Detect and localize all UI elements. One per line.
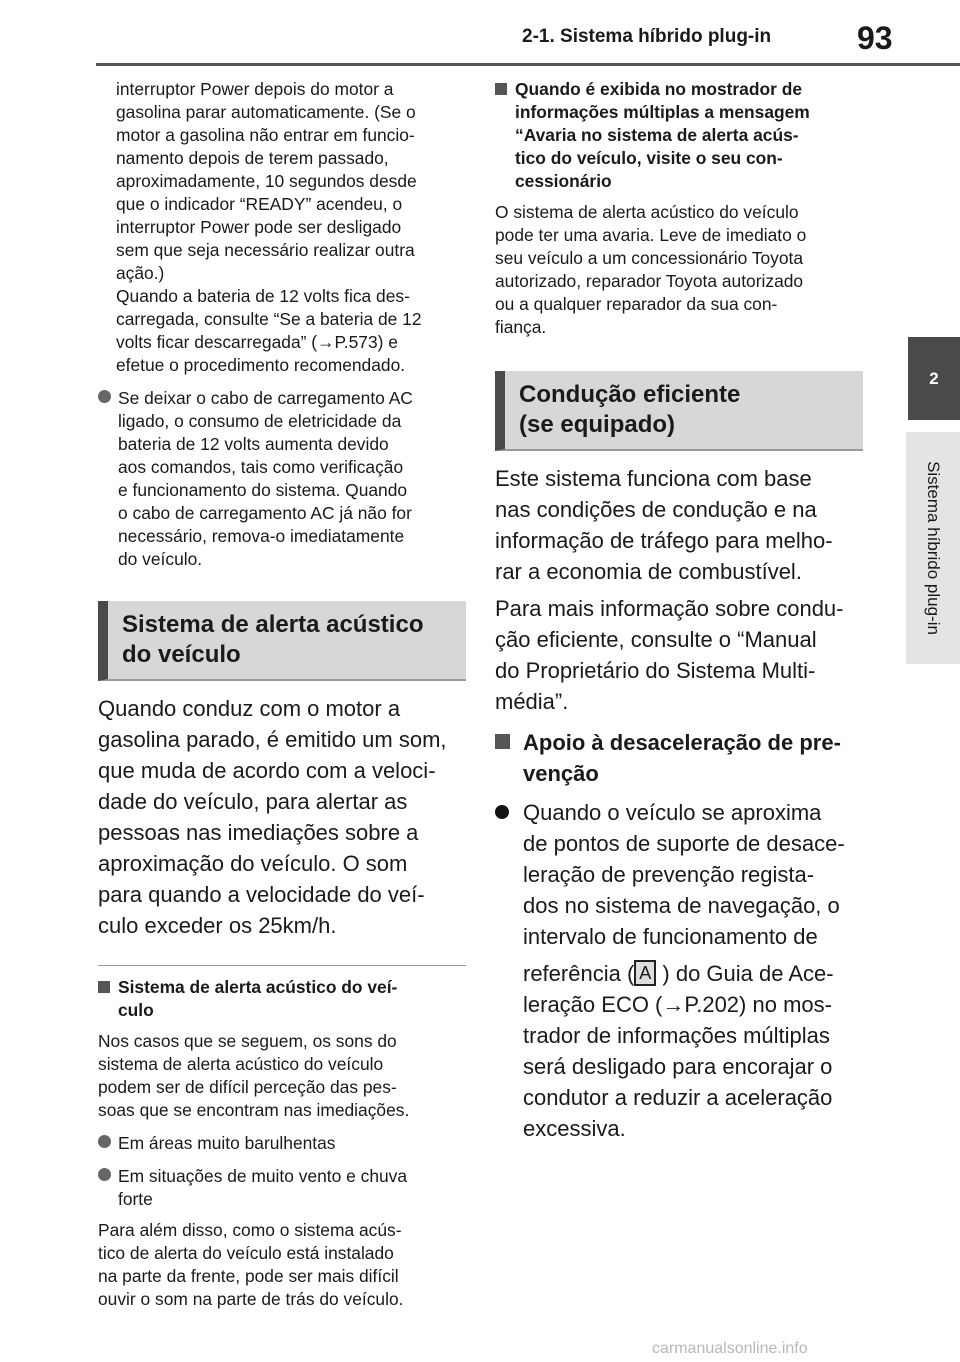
text-line: condutor a reduzir a aceleração	[523, 1085, 833, 1110]
text-line: na parte da frente, pode ser mais difícil	[98, 1266, 399, 1286]
text-line: Se deixar o cabo de carregamento AC	[118, 388, 413, 408]
text-line: aproximadamente, 10 segundos desde	[116, 171, 417, 191]
text-line-with-label: referência ( A ) do Guia de Ace-	[523, 961, 834, 986]
bullet-item	[98, 1132, 466, 1155]
text-line: aproximação do veículo. O som	[98, 851, 408, 876]
text-line: ção eficiente, consulte o “Manual	[495, 627, 817, 652]
text-line: podem ser de difícil perceção das pes-	[98, 1077, 397, 1097]
text-line-with-reference: leração ECO (→P.202) no mos-	[523, 992, 832, 1017]
page-number: 93	[857, 20, 893, 56]
bullet-item	[98, 387, 466, 571]
text-line: Quando é exibida no mostrador de	[515, 79, 802, 99]
bullet-item	[98, 1165, 466, 1211]
text-line: Em situações de muito vento e chuva	[118, 1166, 408, 1186]
running-header-title: 2-1. Sistema híbrido plug-in	[522, 26, 772, 47]
text-line: ligado, o consumo de eletricidade da	[118, 411, 402, 431]
text-line: venção	[523, 761, 599, 786]
bullet-dot-icon	[98, 1135, 111, 1148]
text-line: gasolina parado, é emitido um som,	[98, 727, 447, 752]
text-line: leração de prevenção regista-	[523, 862, 815, 887]
right-column	[495, 78, 863, 1144]
square-marker-icon	[495, 734, 510, 749]
text-line: pode ter uma avaria. Leve de imediato o	[495, 225, 807, 245]
text-line: informações múltiplas a mensagem	[515, 102, 810, 122]
text-line: trador de informações múltiplas	[523, 1023, 830, 1048]
final-paragraph	[98, 1219, 466, 1311]
text-line: culo exceder os 25km/h.	[98, 913, 337, 938]
text-line: bateria de 12 volts aumenta devido	[118, 434, 389, 454]
text-line: sistema de alerta acústico do veículo	[98, 1054, 384, 1074]
header-rule	[96, 63, 960, 66]
text-line: nas condições de condução e na	[495, 497, 817, 522]
text-line: Apoio à desaceleração de pre-	[523, 730, 841, 755]
text-line: tico de alerta do veículo está instalado	[98, 1243, 394, 1263]
text-line: O sistema de alerta acústico do veículo	[495, 202, 799, 222]
text-line: cessionário	[515, 171, 612, 191]
text-line: forte	[118, 1189, 153, 1209]
text-line: seu veículo a um concessionário Toyota	[495, 248, 804, 268]
subheading-acoustic-alert	[98, 976, 466, 1022]
text-line: ouvir o som na parte de trás do veículo.	[98, 1289, 404, 1309]
text-line: do Proprietário do Sistema Multi-	[495, 658, 816, 683]
section-body	[495, 463, 863, 587]
text-line: interruptor Power pode ser desligado	[116, 217, 402, 237]
text-line: que o indicador “READY” acendeu, o	[116, 194, 403, 214]
text-line: Para mais informação sobre condu-	[495, 596, 844, 621]
text-line: namento depois de terem passado,	[116, 148, 389, 168]
square-marker-icon	[495, 83, 507, 95]
callout-label-a: A	[634, 960, 656, 986]
text-line: Nos casos que se seguem, os sons do	[98, 1031, 397, 1051]
text-line: carregada, consulte “Se a bateria de 12	[116, 309, 422, 329]
text-line: ou a qualquer reparador da sua con-	[495, 294, 778, 314]
section-heading-acoustic-alert	[98, 601, 466, 681]
heading-line: do veículo	[122, 641, 241, 668]
text-line: e funcionamento do sistema. Quando	[118, 480, 408, 500]
text-line: “Avaria no sistema de alerta acús-	[515, 125, 799, 145]
text-line: soas que se encontram nas imediações.	[98, 1100, 410, 1120]
text-line: interruptor Power depois do motor a	[116, 79, 394, 99]
text-line: Quando a bateria de 12 volts fica des-	[116, 286, 410, 306]
text-line: informação de tráfego para melho-	[495, 528, 833, 553]
page-ref-arrow-icon: →	[317, 332, 335, 352]
text-line: rar a economia de combustível.	[495, 559, 802, 584]
section-body	[98, 693, 466, 941]
text-line: Este sistema funciona com base	[495, 466, 812, 491]
text-line: culo	[118, 1000, 154, 1020]
text-line-with-reference: volts ficar descarregada” (→P.573) e	[116, 332, 398, 352]
left-column	[98, 78, 466, 1311]
text-line: gasolina parar automaticamente. (Se o	[116, 102, 416, 122]
divider	[98, 965, 466, 966]
sub-paragraph	[495, 201, 863, 339]
text-line: fiança.	[495, 317, 547, 337]
text-line: que muda de acordo com a veloci-	[98, 758, 436, 783]
text-line: de pontos de suporte de desace-	[523, 831, 845, 856]
square-marker-icon	[98, 981, 110, 993]
heading-line: Sistema de alerta acústico	[122, 611, 424, 638]
subheading-malfunction-message	[495, 78, 863, 193]
watermark-text: carmanualsonline.info	[652, 1340, 808, 1357]
text-line: dade do veículo, para alertar as	[98, 789, 408, 814]
sub-paragraph	[98, 1030, 466, 1122]
text-line: necessário, remova-o imediatamente	[118, 526, 405, 546]
text-line: pessoas nas imediações sobre a	[98, 820, 419, 845]
text-line: Sistema de alerta acústico do veí-	[118, 977, 398, 997]
text-line: efetue o procedimento recomendado.	[116, 355, 406, 375]
text-line: Quando o veículo se aproxima	[523, 800, 822, 825]
text-line: média”.	[495, 689, 569, 714]
text-line: Em áreas muito barulhentas	[118, 1133, 336, 1153]
text-line: o cabo de carregamento AC já não for	[118, 503, 412, 523]
text-line: sem que seja necessário realizar outra	[116, 240, 415, 260]
text-line: do veículo.	[118, 549, 203, 569]
bullet-item	[495, 797, 863, 1144]
chapter-tab-label: Sistema híbrido plug-in	[906, 432, 960, 664]
text-line: ação.)	[116, 263, 165, 283]
page-ref-arrow-icon: →	[662, 992, 685, 1017]
text-line: motor a gasolina não entrar em funcio-	[116, 125, 415, 145]
text-line: para quando a velocidade do veí-	[98, 882, 425, 907]
page-reference-link[interactable]: P.202) no mos-	[684, 992, 832, 1017]
continued-paragraph	[98, 78, 466, 377]
subheading-deceleration-support	[495, 727, 863, 789]
text-line: excessiva.	[523, 1116, 626, 1141]
heading-line: (se equipado)	[519, 411, 676, 438]
section-body	[495, 593, 863, 717]
text-line: dos no sistema de navegação, o	[523, 893, 840, 918]
text-line: aos comandos, tais como verificação	[118, 457, 404, 477]
text-line: tico do veículo, visite o seu con-	[515, 148, 783, 168]
text-line: intervalo de funcionamento de	[523, 924, 818, 949]
chapter-tab-number[interactable]: 2	[908, 337, 960, 420]
bullet-dot-icon	[495, 805, 509, 819]
section-heading-eco-driving	[495, 371, 863, 451]
page-reference-link[interactable]: P.573) e	[334, 332, 398, 352]
text-line: autorizado, reparador Toyota autorizado	[495, 271, 804, 291]
text-line: Quando conduz com o motor a	[98, 696, 401, 721]
text-line: será desligado para encorajar o	[523, 1054, 833, 1079]
heading-line: Condução eficiente	[519, 381, 741, 408]
text-line: Para além disso, como o sistema acús-	[98, 1220, 402, 1240]
bullet-dot-icon	[98, 390, 111, 403]
bullet-dot-icon	[98, 1168, 111, 1181]
